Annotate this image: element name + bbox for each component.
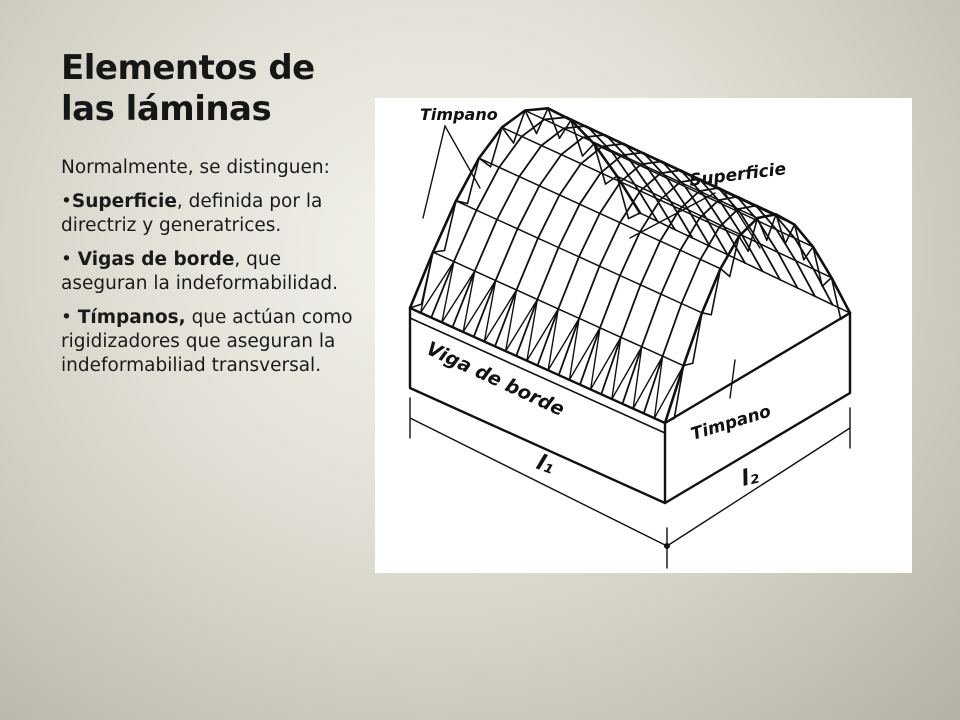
leader-timpano-front bbox=[730, 360, 735, 398]
leader-timpano-top bbox=[445, 126, 480, 188]
bullet-term: Tímpanos, bbox=[77, 307, 186, 328]
bullet-term: Vigas de borde bbox=[77, 249, 235, 270]
tympanum-arch bbox=[665, 214, 850, 423]
bullet-timpanos bbox=[61, 306, 361, 378]
tympanum-truss bbox=[629, 213, 641, 219]
tympanum-truss bbox=[560, 120, 572, 138]
tympanum-truss bbox=[721, 269, 730, 277]
slide-body bbox=[61, 156, 361, 388]
bullet-marker: • bbox=[61, 191, 72, 212]
tympanum-truss bbox=[758, 218, 767, 240]
dim-line-l1 bbox=[410, 418, 667, 546]
label-dim-l1: l₁ bbox=[532, 450, 558, 480]
bullet-marker: • bbox=[61, 249, 78, 270]
tympanum-truss bbox=[702, 313, 711, 315]
label-viga-de-borde: Viga de borde bbox=[422, 337, 568, 421]
leader-timpano-top bbox=[423, 126, 445, 218]
bullet-marker: • bbox=[61, 307, 78, 328]
shell-diagram bbox=[375, 98, 912, 573]
tympanum-truss bbox=[468, 158, 480, 203]
dim-dot bbox=[665, 544, 670, 549]
generatrix-line bbox=[525, 111, 758, 219]
edge-truss bbox=[654, 356, 662, 418]
slide-title bbox=[61, 48, 361, 130]
edge-beam-inner-line bbox=[410, 318, 665, 433]
title-line-2: las láminas bbox=[61, 89, 272, 129]
tympanum-truss bbox=[841, 313, 850, 319]
bullet-vigas-de-borde bbox=[61, 248, 361, 296]
tympanum-truss bbox=[804, 247, 813, 260]
bullet-text: , definida por la directriz y generatrices. bbox=[61, 191, 323, 236]
tympanum-truss bbox=[822, 278, 831, 287]
edge-truss bbox=[633, 347, 642, 409]
shell-diagram-svg bbox=[375, 98, 912, 573]
title-line-1: Elementos de bbox=[61, 48, 315, 88]
label-timpano-front: Timpano bbox=[688, 401, 774, 445]
label-dim-l2: l₂ bbox=[739, 463, 762, 492]
label-timpano-top: Timpano bbox=[420, 105, 498, 124]
label-superficie: Superficie bbox=[688, 159, 788, 191]
bullet-term: Superficie bbox=[71, 191, 177, 212]
tympanum-truss bbox=[711, 269, 720, 315]
intro-text: Normalmente, se distinguen: bbox=[61, 157, 330, 178]
bullet-superficie bbox=[61, 190, 361, 238]
bullet-text: , que aseguran la indeformabilidad. bbox=[61, 249, 339, 294]
bullet-text: que actúan como rigidizadores que aseguran la indeformabiliad transversal. bbox=[61, 307, 353, 376]
